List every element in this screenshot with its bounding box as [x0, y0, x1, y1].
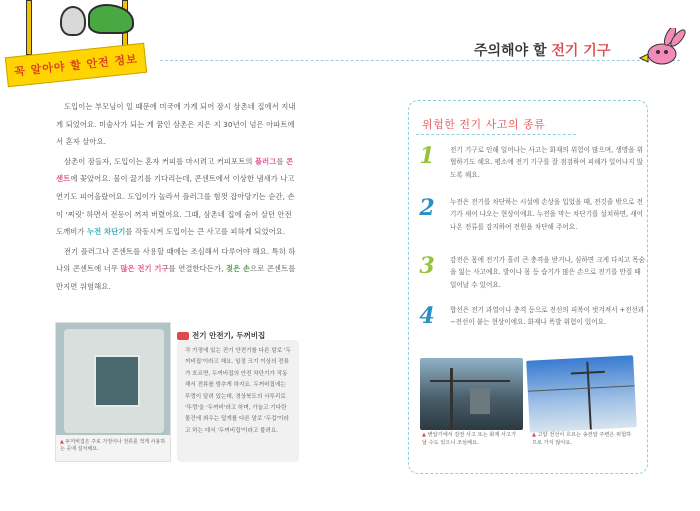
story-paragraph-3 — [56, 243, 296, 296]
caption-triangle-icon: ▲ — [532, 432, 536, 438]
keyword-many-appliances: 많은 전기 기구 — [120, 264, 169, 274]
tower-caption — [532, 431, 636, 447]
item-text: 전기 기구로 인해 일어나는 사고는 화재의 위험이 많으며, 생명을 위협하기도 해요. 평소에 전기 기구를 잘 점검하여 피해가 일어나지 않도록 해요. — [450, 146, 643, 179]
power-line-shape — [528, 385, 635, 392]
transformer-shape — [470, 388, 490, 414]
info-title: 전기 안전기, 두꺼비집 — [192, 331, 266, 340]
story-text-segment: 으로 콘센트를 만지면 위험해요. — [56, 264, 296, 291]
page-title — [474, 40, 610, 60]
wire-shape — [430, 380, 510, 382]
sign-pole-left — [26, 0, 32, 55]
fuse-box-photo — [55, 322, 171, 462]
keyword-plug: 플러그 — [254, 156, 277, 166]
keyword-outlet: 콘센트 — [56, 156, 294, 184]
keyword-breaker: 누전 차단기 — [87, 227, 126, 237]
transmission-tower-photo — [526, 355, 637, 433]
transformer-caption — [422, 431, 522, 447]
story-text-segment: 를 — [276, 156, 286, 166]
keyword-wet-hands: 젖은 손 — [225, 264, 251, 274]
rabbit-mascot-icon — [632, 28, 688, 68]
story-text-segment: 전기 플러그나 콘센트를 사용할 때에는 조심해서 다루어야 해요. 특히 하나의 콘센트에 너무 — [56, 246, 296, 274]
item-text: 누전은 전기를 차단하는 시설에 손상을 입었을 때, 전깃줄 밖으로 전기가 새어 나오는 현상이에요. 누전을 막는 차단기를 설치하면, 새어 나온 전류를 감지하여 전원을 차단해 주어요. — [450, 198, 643, 231]
item-number: 4 — [419, 303, 435, 329]
fuse-box-image — [64, 329, 164, 433]
fuse-box-caption — [56, 435, 170, 461]
story-text-segment: 를 작동시켜 도입이는 큰 사고를 피하게 되었어요. — [125, 227, 286, 237]
badge-label: 꼭 알아야 할 안전 정보 — [13, 52, 139, 79]
caption-triangle-icon: ▲ — [60, 439, 64, 445]
info-box — [177, 340, 299, 462]
story-text — [56, 98, 296, 298]
accident-types-title: 위험한 전기 사고의 종류 — [422, 118, 546, 131]
page-title-highlight: 전기 기구 — [551, 43, 611, 59]
item-number: 1 — [419, 143, 435, 169]
story-paragraph-2 — [56, 153, 296, 241]
item-text: 합선은 전기 과열이나 충격 등으로 전선의 피복이 벗겨져서 +전선과 −전선이 붙는 현상이에요. 화재나 폭발 위험이 있어요. — [450, 306, 645, 327]
tower-caption-text: 고압 전선이 흐르는 송전탑 주변은 위험하므로 가지 않아요. — [532, 432, 632, 446]
info-text: 각 가정에 있는 전기 안전기를 다른 말로 '두꺼비집'이라고 해요. 일정 크기 이상의 전류가 흐르면, 두꺼비집의 안전 차단기가 작동해서 전류를 멈추게 하지요. 두꺼비집에는 뚜껑이 달려 있는데, 경상북도의 사투리로 '뚜껑'을 '두꺼비'라고 하며, 가늘고 기다란 물건에 씌우는 덮개를 다른 말로 '두겁'이라고 하는 데서 '두꺼비집'이라고 불려요. — [185, 348, 291, 434]
item-number: 3 — [419, 253, 435, 279]
item-number: 2 — [419, 195, 435, 221]
caption-triangle-icon: ▲ — [422, 432, 426, 438]
story-text-segment: 를 연결한다든가, — [168, 264, 226, 274]
mouse-mascot-icon — [60, 6, 86, 36]
pole-shape — [450, 368, 453, 430]
breaker-box-shape — [94, 355, 140, 407]
transformer-photo — [420, 358, 523, 430]
transformer-caption-text: 변압기에서 감전 사고 또는 화재 사고가 날 수도 있으니 조심해요. — [422, 432, 517, 446]
safety-info-badge — [0, 0, 150, 90]
story-paragraph-1: 도입이는 부모님이 일 때문에 미국에 가게 되어 잠시 삼촌네 집에서 지내게 되었어요. 미술사가 되는 게 꿈인 삼촌은 지은 지 30년이 넘은 아파트에서 혼자 살아요. — [56, 102, 296, 147]
story-text-segment: 삼촌이 잠들자, 도입이는 혼자 커피를 마시려고 커피포트의 — [64, 156, 255, 166]
car-icon — [177, 332, 189, 340]
title-underline — [416, 134, 576, 135]
page-title-prefix: 주의해야 할 — [474, 43, 552, 59]
header-divider — [160, 60, 680, 61]
item-text: 감전은 몸에 전기가 흘러 큰 충격을 받거나, 심하면 크게 다치고 목숨을 잃는 사고예요. 발이나 몸 등 습기가 많은 손으로 전기를 만질 때 일어날 수 있어요. — [450, 256, 646, 289]
fuse-box-caption-text: 두꺼비집은 주로 가정이나 전류를 적게 사용하는 곳에 설치해요. — [60, 439, 166, 452]
story-text-segment: 에 꽂았어요. 물이 끓기를 기다리는데, 콘센트에서 이상한 냄새가 나고 연기도 피어올랐어요. 도입이가 놀라서 플러그를 힘껏 잡아당기는 순간, 손이 '찌릿' 하면서 전등이 꺼져 버렸어요. 그때, 삼촌네 집에 숨어 살던 안전 도깨비가 — [56, 174, 295, 237]
